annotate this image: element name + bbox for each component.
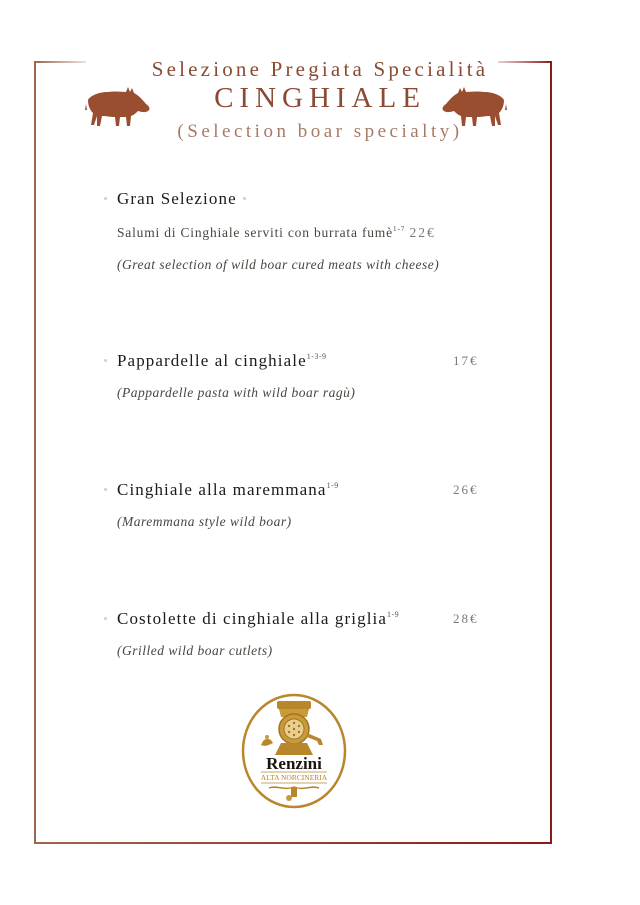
item-english: (Maremmana style wild boar) <box>117 514 292 529</box>
item-english: (Pappardelle pasta with wild boar ragù) <box>117 385 356 400</box>
item-name: Cinghiale alla maremmana$^{1-9}$ <box>117 480 339 499</box>
logo-brand: Renzini <box>266 754 322 773</box>
allergen-codes: 1-9 <box>386 610 400 619</box>
header-subtitle: Selezione Pregiata Specialità <box>151 57 489 81</box>
allergen-codes: 1-3-9 <box>306 352 327 361</box>
menu-item <box>104 609 484 669</box>
bullet-dot <box>104 359 107 362</box>
header-english-subtitle: (Selection boar specialty) <box>177 121 463 142</box>
bullet-dot <box>243 197 246 200</box>
boar-icon <box>440 86 508 128</box>
logo-tagline: ALTA NORCINERIA <box>260 773 328 782</box>
menu-item <box>104 480 484 540</box>
item-name: Costolette di cinghiale alla griglia$^{1-9}$ <box>117 609 400 628</box>
renzini-logo <box>241 693 347 809</box>
frame-right-border <box>550 61 552 844</box>
menu-item <box>104 189 484 279</box>
bullet-dot <box>104 617 107 620</box>
item-price: 28€ <box>453 611 479 626</box>
allergen-codes: 1-7 <box>392 224 406 233</box>
bullet-dot <box>104 488 107 491</box>
bullet-dot <box>104 197 107 200</box>
menu-item <box>104 351 484 411</box>
frame-bottom-border <box>34 842 552 844</box>
boar-icon <box>84 86 152 128</box>
frame-left-border <box>34 61 36 844</box>
item-name: Gran Selezione <box>117 189 240 209</box>
item-price: 22€ <box>409 225 436 240</box>
item-english: (Great selection of wild boar cured meats with cheese) <box>117 257 440 272</box>
item-price: 17€ <box>453 353 479 368</box>
allergen-codes: 1-9 <box>326 481 339 490</box>
item-name: Pappardelle al cinghiale$^{1-3-9}$ <box>117 351 327 370</box>
item-description: Salumi di Cinghiale serviti con burrata fumè$^{1-7}$ 22€ <box>117 224 436 240</box>
item-price: 26€ <box>453 482 479 497</box>
page-title: CINGHIALE <box>214 82 426 114</box>
item-english: (Grilled wild boar cutlets) <box>117 643 273 658</box>
